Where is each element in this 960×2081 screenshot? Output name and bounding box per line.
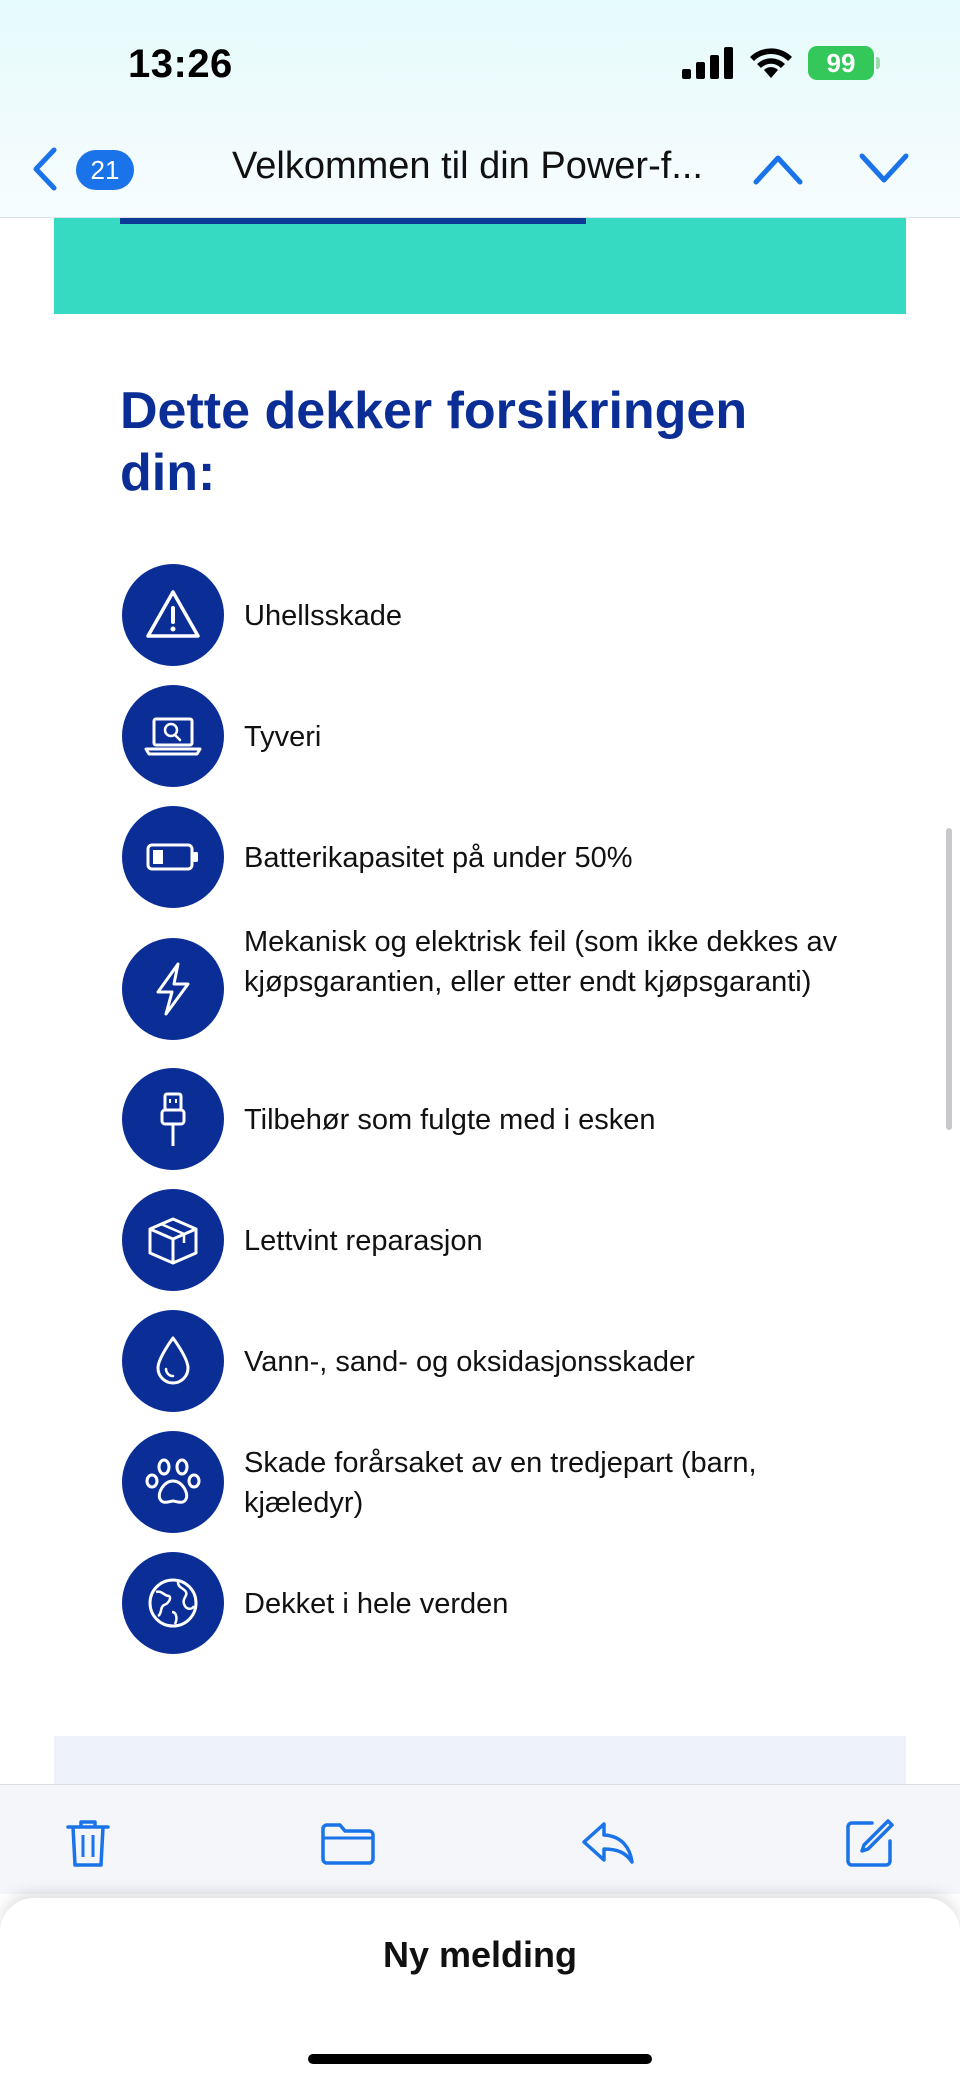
signal-icon [682, 47, 734, 79]
list-item [122, 564, 862, 668]
paw-icon [122, 1431, 224, 1533]
coverage-label: Batterikapasitet på under 50% [244, 842, 633, 874]
list-item [122, 1068, 862, 1172]
list-item [122, 926, 862, 1058]
folder-icon[interactable] [318, 1815, 378, 1871]
new-message-title[interactable]: Ny melding [382, 1934, 578, 1975]
coverage-label: Vann-, sand- og oksidasjonsskader [244, 1346, 695, 1378]
laptop-search-icon [122, 685, 224, 787]
list-item [122, 1310, 862, 1414]
list-item [122, 806, 862, 910]
mail-toolbar [0, 1784, 960, 1894]
compose-icon[interactable] [840, 1815, 900, 1871]
warning-icon [122, 564, 224, 666]
coverage-label: Skade forårsaket av en tredjepart (barn, kjæledyr) [244, 1447, 757, 1519]
new-message-sheet[interactable] [0, 1898, 960, 2081]
email-subject-title: Velkommen til din Power-f... [232, 145, 703, 187]
usb-cable-icon [122, 1068, 224, 1170]
battery-level: 99 [826, 47, 856, 78]
reply-icon[interactable] [578, 1815, 638, 1871]
list-item [122, 1431, 862, 1535]
scrollbar[interactable] [946, 828, 952, 1130]
mail-header [0, 0, 960, 218]
home-indicator [308, 2054, 652, 2064]
trash-icon[interactable] [58, 1815, 118, 1871]
coverage-label: Uhellsskade [244, 600, 402, 632]
list-item [122, 685, 862, 789]
status-icons [682, 46, 874, 80]
chevron-up-icon[interactable] [752, 150, 804, 186]
status-time: 13:26 [128, 42, 233, 86]
coverage-label: Tilbehør som fulgte med i esken [244, 1104, 656, 1136]
package-box-icon [122, 1189, 224, 1291]
coverage-label: Mekanisk og elektrisk feil (som ikke dekkes av kjøpsgarantien, eller etter endt kjøpsgaranti) [244, 926, 838, 998]
battery-low-icon [122, 806, 224, 908]
chevron-down-icon[interactable] [858, 150, 910, 186]
globe-icon [122, 1552, 224, 1654]
wifi-icon [748, 46, 794, 80]
coverage-label: Tyveri [244, 721, 322, 753]
list-item [122, 1552, 862, 1656]
battery-charging-icon [808, 46, 874, 80]
coverage-label: Lettvint reparasjon [244, 1225, 483, 1257]
lightning-icon [122, 938, 224, 1040]
chevron-left-icon[interactable] [28, 144, 62, 194]
banner-underline [120, 218, 586, 224]
coverage-heading: Dette dekker forsikringen din: [120, 382, 748, 502]
coverage-label: Dekket i hele verden [244, 1588, 509, 1620]
list-item [122, 1189, 862, 1293]
water-drop-icon [122, 1310, 224, 1412]
unread-count-badge[interactable]: 21 [76, 150, 134, 190]
